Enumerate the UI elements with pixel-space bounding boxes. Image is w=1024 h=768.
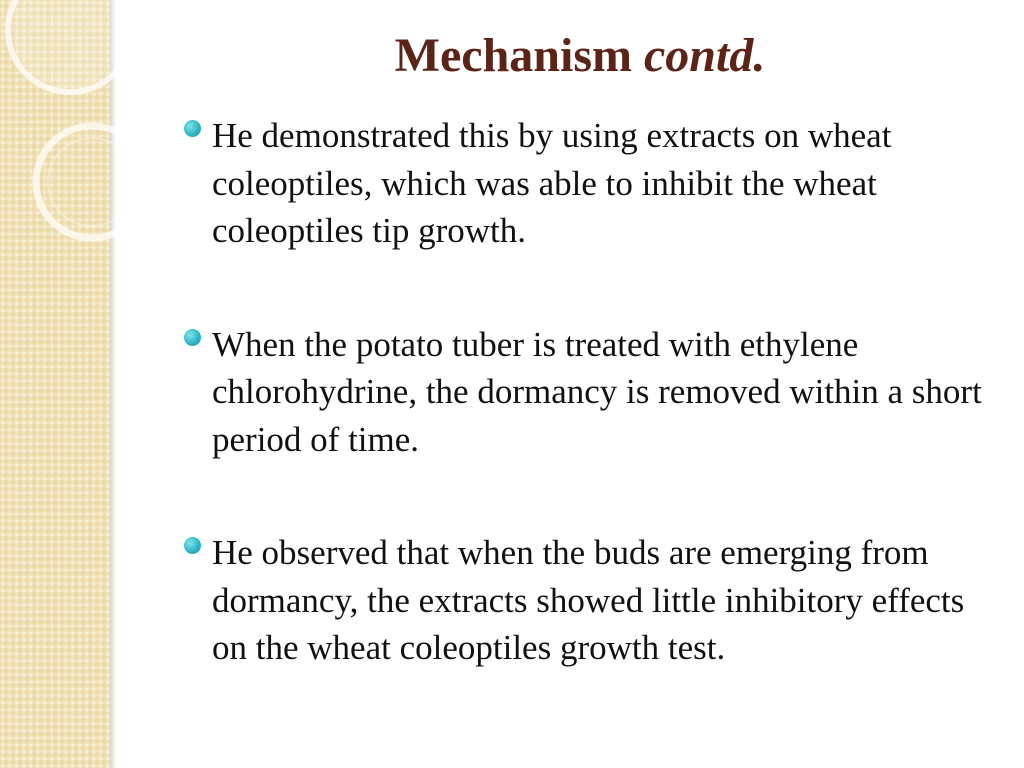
teal-circle-bullet-icon — [184, 537, 201, 554]
teal-circle-bullet-icon — [184, 120, 201, 137]
small-ring — [36, 126, 130, 238]
bullet-list — [180, 112, 1000, 672]
title-italic: contd. — [643, 29, 766, 82]
decorative-rings-icon — [0, 0, 130, 260]
teal-circle-bullet-icon — [184, 329, 201, 346]
bullet-text: He demonstrated this by using extracts on wheat coleoptiles, which was able to inhibit the wheat coleoptiles tip growth. — [212, 116, 892, 250]
bullet-item — [180, 529, 1000, 672]
small-ring-inner — [48, 138, 130, 226]
bullet-item — [180, 112, 1000, 255]
bullet-item — [180, 321, 1000, 464]
bullet-text: He observed that when the buds are emerging from dormancy, the extracts showed little inhibitory effects on the wheat coleoptiles growth test. — [212, 533, 965, 667]
title-main: Mechanism — [394, 29, 632, 82]
bullet-text: When the potato tuber is treated with ethylene chlorohydrine, the dormancy is removed within a short period of time. — [212, 324, 982, 459]
slide-title — [140, 26, 1020, 86]
